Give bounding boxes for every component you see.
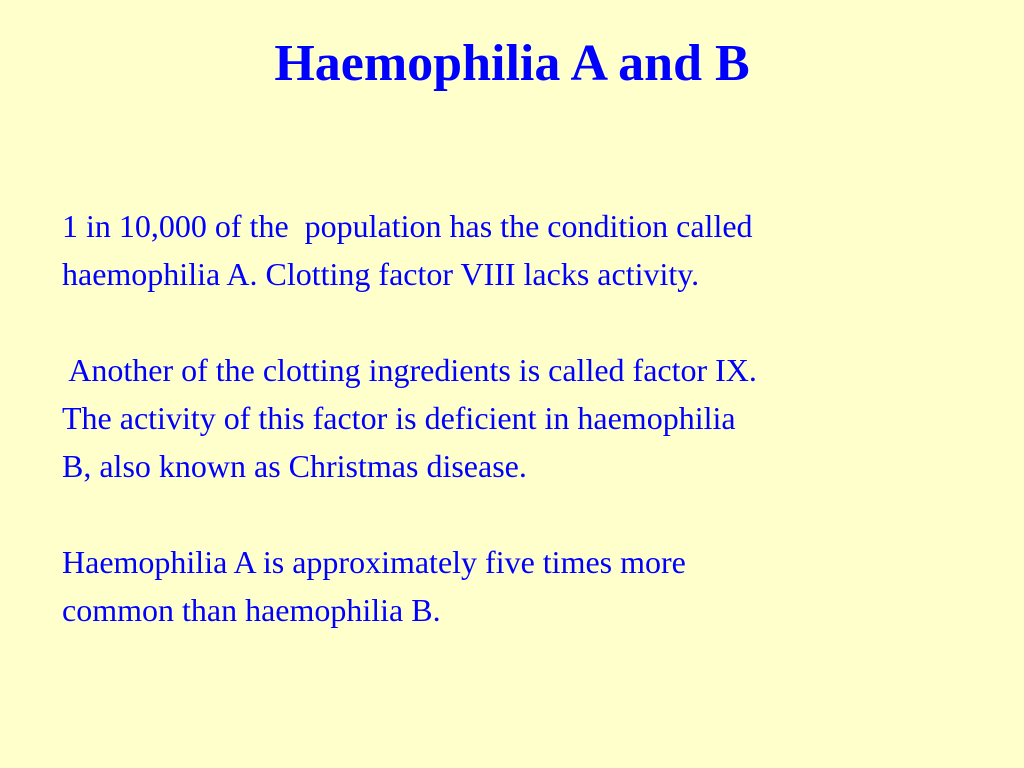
slide-body — [62, 202, 962, 682]
text-line: B, also known as Christmas disease. — [62, 448, 527, 484]
paragraph-comparison — [62, 538, 962, 634]
text-line: haemophilia A. Clotting factor VIII lacks activity. — [62, 256, 700, 292]
paragraph-factor-ix — [62, 346, 962, 490]
text-line: common than haemophilia B. — [62, 592, 441, 628]
slide-title: Haemophilia A and B — [274, 35, 750, 92]
text-line: Another of the clotting ingredients is called factor IX. — [62, 352, 757, 388]
paragraph-incidence — [62, 202, 962, 298]
text-line: The activity of this factor is deficient in haemophilia — [62, 400, 736, 436]
text-line: Haemophilia A is approximately five times more — [62, 544, 686, 580]
text-line: 1 in 10,000 of the population has the condition called — [62, 208, 753, 244]
